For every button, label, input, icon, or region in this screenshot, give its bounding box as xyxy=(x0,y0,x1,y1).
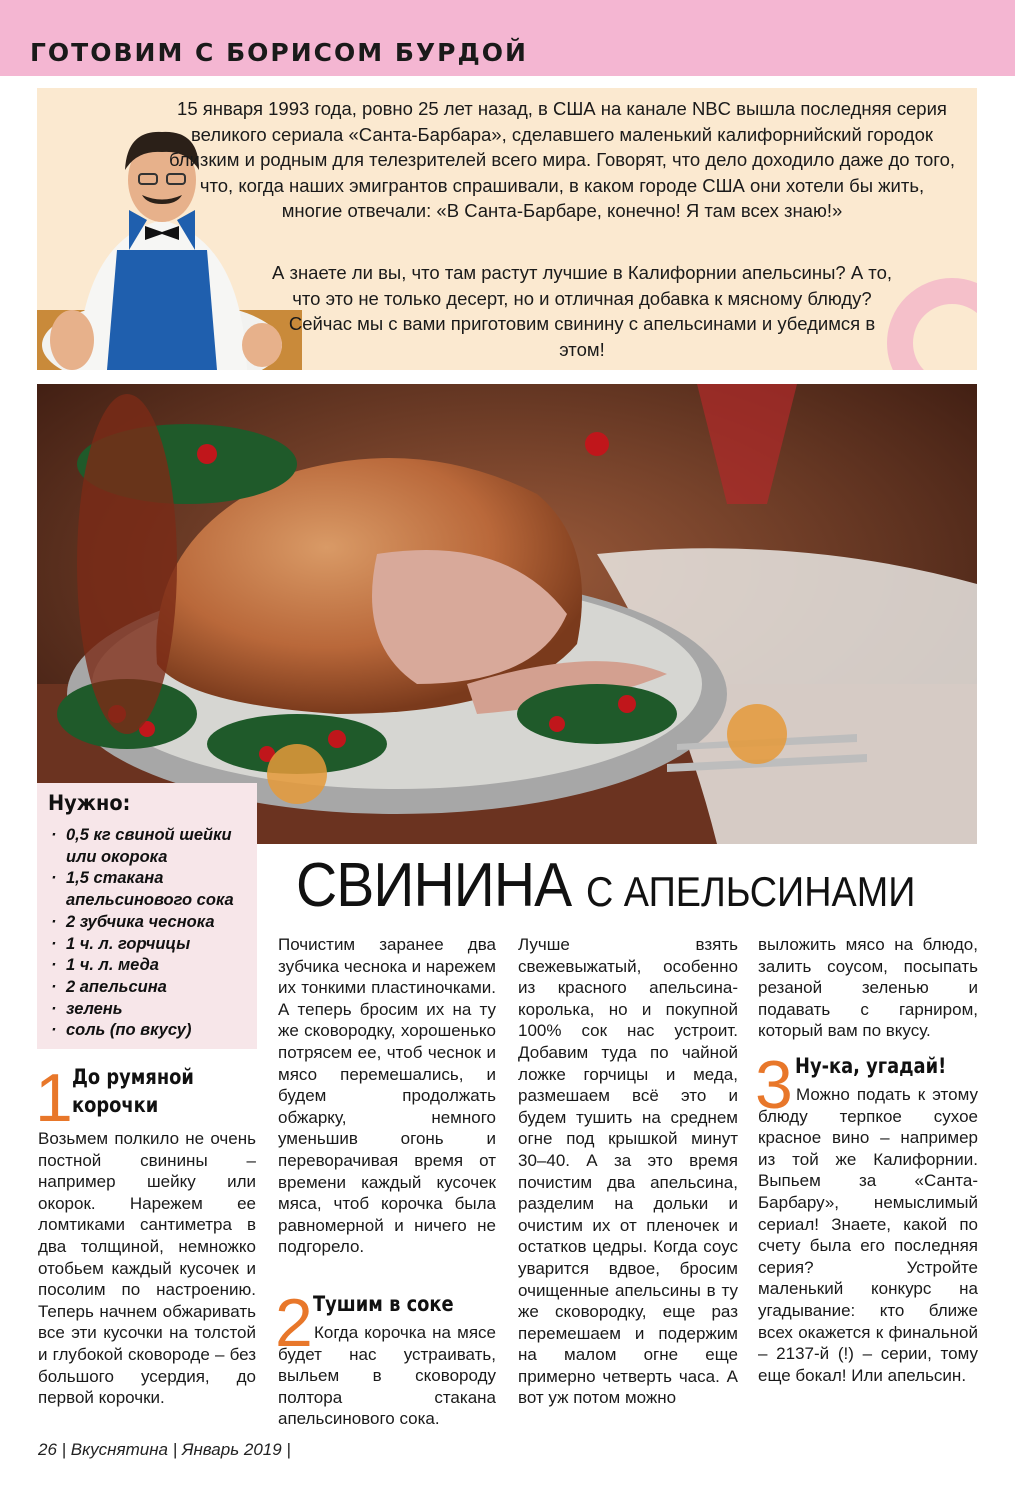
step-number: 3 xyxy=(755,1047,793,1123)
step-text: Можно подать к этому блюду терпкое сухое красное вино – например из той же Калифорнии. Выпьем за «Санта-Барбару», немыслимый сериал! Знаете, какой по счету была его последняя серия? Устройте маленький конкурс на угадывание: кто ближе всех окажется к финальной – 2137-й (!) – серии, тому еще бокал! Или апельсин. xyxy=(758,1085,978,1385)
ingredient-item: · 0,5 кг свиной шейки или окорока xyxy=(49,825,259,868)
ingredient-item: · 1 ч. л. меда xyxy=(49,955,259,977)
ingredient-item: · 2 зубчика чеснока xyxy=(49,912,259,934)
header-band xyxy=(0,0,1015,76)
ingredient-item: · соль (по вкусу) xyxy=(49,1020,259,1042)
step-number: 2 xyxy=(275,1285,313,1361)
ingredients-title: Нужно: xyxy=(48,791,131,815)
dish-photo xyxy=(37,384,977,844)
ingredient-item: · 1,5 стакана апельсинового сока xyxy=(49,868,259,911)
body-text: Лучше взять свежевыжатый, особенно из красного апельсина-королька, но и покупной 100% сок нас устроит. Добавим туда по чайной ложке горчицы и меда, размешаем всё это и будем тушить на среднем огне под крышкой минут 30–40. А за это время почистим два апельсина, разделим на дольки и очистим их от пленочек и остатков цедры. Когда соус уварится вдвое, бросим очищенные апельсины в ту же сковородку, еще раз перемешаем и подержим на малом огне еще примерно четверть часа. А вот уж потом можно xyxy=(518,935,738,1408)
step-text: Когда корочка на мясе будет нас устраивать, выльем в сковороду полтора стакана апельсинового сока. xyxy=(278,1323,496,1429)
decorative-circle xyxy=(887,278,977,370)
ingredient-item: · 2 апельсина xyxy=(49,977,259,999)
recipe-title-rest: С АПЕЛЬСИНАМИ xyxy=(585,868,915,915)
body-text: Почистим заранее два зубчика чеснока и нарежем их тонкими пластиночками. А теперь бросим их на ту же сковородку, хорошенько потрясем ее, чтоб чеснок и мясо перемешались, и будем продолжать обжарку, немного уменьшив огонь и переворачивая время от времени каждый кусочек мяса, чтоб корочка была равномерной и ничего не подгорело. xyxy=(278,935,496,1257)
ingredient-item: · зелень xyxy=(49,999,259,1021)
recipe-title-main: СВИНИНА xyxy=(296,851,572,920)
ingredients-box xyxy=(37,783,257,1049)
ingredient-item: · 1 ч. л. горчицы xyxy=(49,934,259,956)
step-title: До румяной xyxy=(72,1065,194,1089)
intro-box xyxy=(37,88,977,370)
step-title: корочки xyxy=(72,1093,159,1117)
step-text: Возьмем полкило не очень постной свинины – например шейку или окорок. Нарежем ее ломтиками сантиметра в два толщиной, немножко отобьем каждый кусочек и посолим по настроению. Теперь начнем обжаривать все эти кусочки на толстой и глубокой сковороде – без большого усердия, до первой корочки. xyxy=(38,1129,256,1408)
intro-paragraph: А знаете ли вы, что там растут лучшие в Калифорнии апельсины? А то, что это не только десерт, но и отличная добавка к мясному блюду? Сейчас мы с вами приготовим свинину с апельсинами и убедимся в этом! xyxy=(271,262,892,360)
step-number: 1 xyxy=(35,1060,73,1136)
page-footer: 26 | Вкуснятина | Январь 2019 | xyxy=(38,1440,291,1459)
ingredients-list xyxy=(49,825,259,1042)
recipe-title xyxy=(296,850,952,921)
header-scallop xyxy=(0,70,1015,80)
section-title: ГОТОВИМ С БОРИСОМ БУРДОЙ xyxy=(30,38,528,67)
body-text: выложить мясо на блюдо, залить соусом, посыпать резаной зеленью и подавать с гарниром, который вам по вкусу. xyxy=(758,935,978,1041)
step-title: Тушим в соке xyxy=(313,1292,454,1316)
intro-paragraph: 15 января 1993 года, ровно 25 лет назад, в США на канале NBC вышла последняя серия великого сериала «Санта-Барбара», сделавшего маленький калифорнийский городок близким и родным для телезрителей всего мира. Говорят, что дело доходило даже до того, что, когда наших эмигрантов спрашивали, в каком городе США они хотели бы жить, многие отвечали: «В Санта-Барбаре, конечно! Я там всех знаю!» xyxy=(168,98,956,221)
step-title: Ну-ка, угадай! xyxy=(795,1054,947,1078)
